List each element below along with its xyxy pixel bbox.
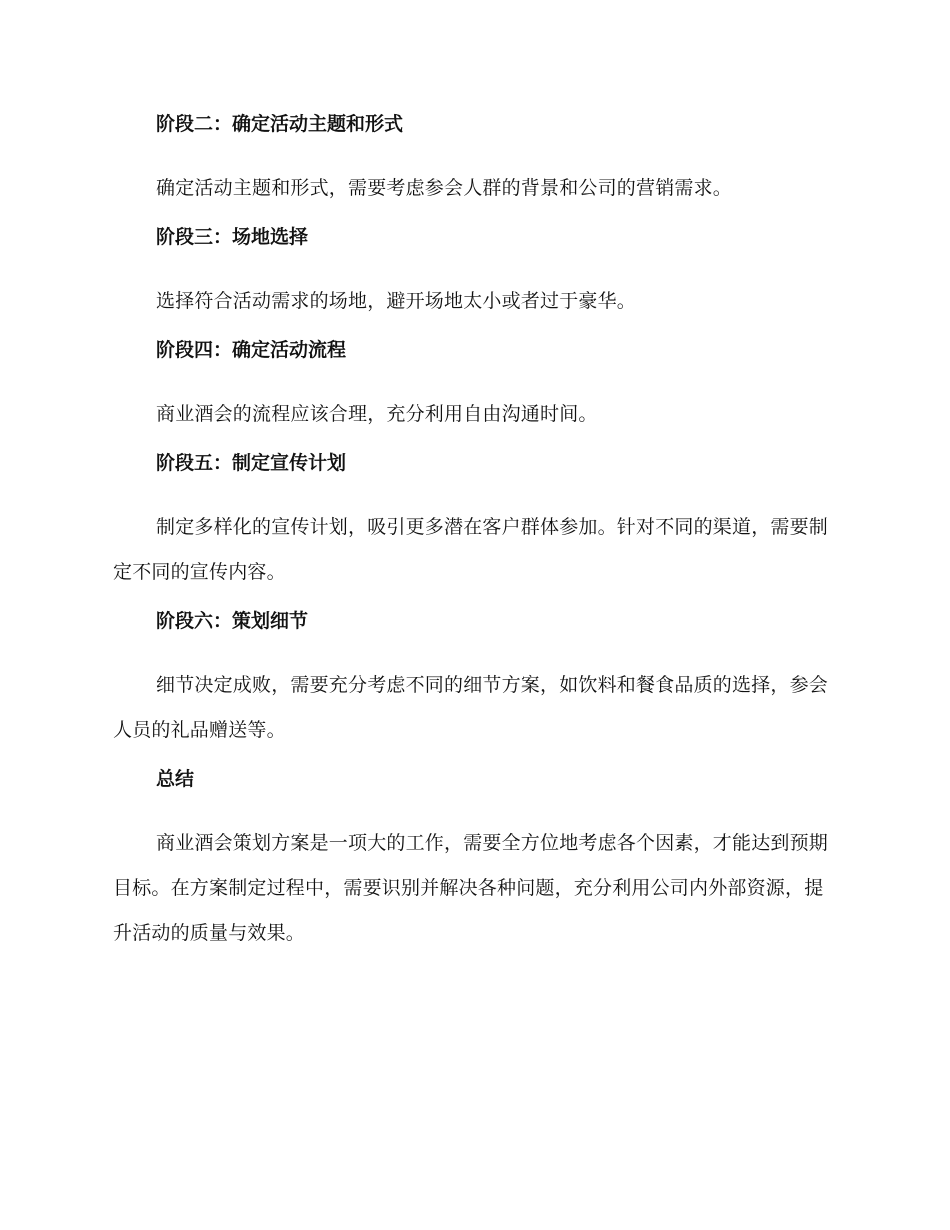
- section-body: 确定活动主题和形式，需要考虑参会人群的背景和公司的营销需求。: [156, 177, 733, 199]
- section-heading: 阶段五：制定宣传计划: [156, 452, 347, 474]
- section-stage-6: [113, 607, 833, 753]
- document-page: [113, 110, 833, 968]
- section-stage-2: [113, 110, 833, 211]
- section-stage-4: [113, 336, 833, 437]
- section-body: 选择符合活动需求的场地，避开场地太小或者过于豪华。: [156, 290, 637, 312]
- section-heading: 阶段三：场地选择: [156, 226, 309, 248]
- section-body: 商业酒会策划方案是一项大的工作，需要全方位地考虑各个因素，才能达到预期目标。在方案制定过程中，需要识别并解决各种问题，充分利用公司内外部资源，提升活动的质量与效果。: [113, 832, 829, 944]
- section-body: 制定多样化的宣传计划，吸引更多潜在客户群体参加。针对不同的渠道，需要制定不同的宣传内容。: [113, 516, 829, 583]
- section-heading: 总结: [156, 768, 195, 790]
- section-stage-3: [113, 223, 833, 324]
- section-body: 细节决定成败，需要充分考虑不同的细节方案，如饮料和餐食品质的选择，参会人员的礼品赠送等。: [113, 674, 829, 741]
- section-heading: 阶段二：确定活动主题和形式: [156, 113, 404, 135]
- section-heading: 阶段六：策划细节: [156, 610, 309, 632]
- section-summary: [113, 765, 833, 956]
- section-body: 商业酒会的流程应该合理，充分利用自由沟通时间。: [156, 403, 598, 425]
- section-heading: 阶段四：确定活动流程: [156, 339, 347, 361]
- section-stage-5: [113, 449, 833, 595]
